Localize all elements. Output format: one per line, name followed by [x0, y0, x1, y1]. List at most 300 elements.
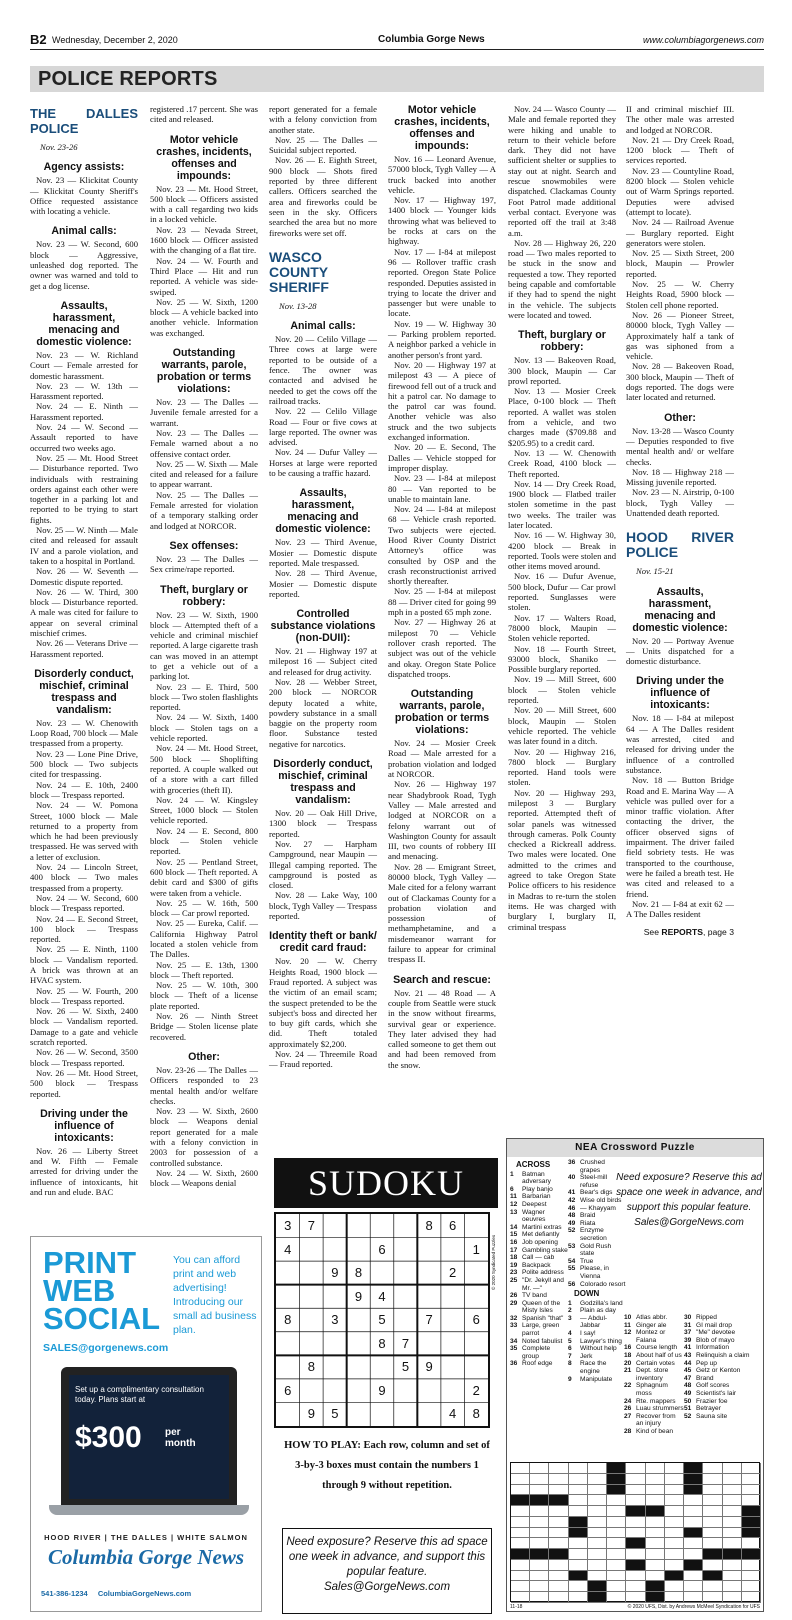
crossword-cell[interactable]	[530, 1506, 549, 1517]
crossword-cell[interactable]	[607, 1581, 626, 1592]
crossword-cell[interactable]	[588, 1560, 607, 1571]
sudoku-cell[interactable]	[276, 1332, 300, 1356]
crossword-cell[interactable]	[549, 1463, 568, 1474]
crossword-cell	[511, 1549, 530, 1560]
clue-text: Ripped	[696, 1314, 717, 1321]
crossword-cell[interactable]	[607, 1560, 626, 1571]
column-6	[626, 104, 734, 938]
report-item: Nov. 18 — Button Bridge Road and E. Marina Way — A vehicle was pulled over for a minor traffic violation. After contacting the driver, the officer observed signs of impairment. The driver failed field sobriety tests. He was transported to the courthouse, were he failed a breath test. He was cited and released to a friend.	[626, 775, 734, 899]
crossword-cell[interactable]	[569, 1538, 588, 1549]
sudoku-cell[interactable]	[300, 1332, 324, 1356]
crossword-cell	[607, 1474, 626, 1485]
crossword-cell[interactable]	[646, 1560, 665, 1571]
crossword-cell[interactable]	[742, 1538, 761, 1549]
crossword-cell[interactable]	[742, 1571, 761, 1582]
crossword-cell[interactable]	[665, 1581, 684, 1592]
clue-text: Please, in Vienna	[580, 1265, 609, 1280]
crossword-cell[interactable]	[549, 1485, 568, 1496]
crossword-cell[interactable]	[626, 1495, 645, 1506]
crossword-cell[interactable]	[684, 1549, 703, 1560]
sudoku-cell[interactable]	[276, 1355, 300, 1379]
crossword-cell[interactable]	[549, 1517, 568, 1528]
crossword-cell	[742, 1506, 761, 1517]
crossword-clue	[510, 1338, 568, 1346]
crossword-cell[interactable]	[626, 1463, 645, 1474]
sudoku-cell[interactable]	[370, 1261, 394, 1285]
sudoku-cell[interactable]	[441, 1308, 465, 1332]
crossword-cell[interactable]	[511, 1581, 530, 1592]
sudoku-cell: 4	[378, 1288, 386, 1304]
clue-number: 48	[568, 1212, 576, 1220]
crossword-cell	[684, 1463, 703, 1474]
dept-heading: WASCO COUNTY SHERIFF	[269, 248, 329, 295]
report-item: Nov. 23 — W. Richland Court — Female arrested for domestic harassment.	[30, 349, 138, 381]
crossword-cell[interactable]	[607, 1571, 626, 1582]
report-item: Nov. 27 — Highway 26 at milepost 70 — Vehicle rollover crash reported. The subject was out of the vehicle and okay. Oregon State Police dispatched troops.	[388, 617, 496, 679]
crossword-cell[interactable]	[511, 1560, 530, 1571]
sudoku-cell[interactable]	[394, 1261, 418, 1285]
sudoku-cell[interactable]	[464, 1214, 488, 1238]
crossword-cell[interactable]	[511, 1485, 530, 1496]
crossword-cell[interactable]	[684, 1592, 703, 1603]
clue-text: Ginger ale	[636, 1321, 667, 1329]
report-item: Nov. 25 — E. Ninth, 1100 block — Vandalism reported. A brick was thrown at an HVAC system.	[30, 944, 138, 986]
crossword-grid	[510, 1462, 760, 1602]
report-item: Nov. 26 — W. Second, 3500 block — Trespass reported.	[30, 1047, 138, 1068]
crossword-cell[interactable]	[703, 1592, 722, 1603]
crossword-cell[interactable]	[703, 1495, 722, 1506]
report-item: Nov. 17 — Highway 197, 1400 block — Younger kids throwing what was believed to be rocks at cars on the highway.	[388, 195, 496, 247]
crossword-clue	[624, 1322, 684, 1330]
report-item: Nov. 20 — Highway 216, 7800 block — Burglary reported. Hand tools were stolen.	[508, 746, 616, 788]
sudoku-cell[interactable]	[300, 1285, 324, 1309]
crossword-cell[interactable]	[703, 1463, 722, 1474]
ad-phone[interactable]: 541-386-1234	[41, 1589, 88, 1598]
crossword-cell[interactable]	[569, 1592, 588, 1603]
report-item: Nov. 25 — W. Sixth, 1200 block — A vehicle backed into another vehicle. Information was exchanged.	[150, 296, 258, 338]
sudoku-cell[interactable]	[347, 1214, 371, 1238]
crossword-cell[interactable]	[742, 1581, 761, 1592]
clue-number: 47	[684, 1374, 692, 1382]
crossword-cell[interactable]	[588, 1549, 607, 1560]
crossword-cell[interactable]	[723, 1517, 742, 1528]
crossword-cell[interactable]	[646, 1474, 665, 1485]
clue-number: 40	[568, 1174, 576, 1182]
sudoku-cell[interactable]	[347, 1238, 371, 1262]
sudoku-cell[interactable]	[464, 1355, 488, 1379]
crossword-cell	[549, 1549, 568, 1560]
report-item: Nov. 24 — E. Second Street, 100 block — Trespass reported.	[30, 913, 138, 945]
crossword-cell[interactable]	[665, 1517, 684, 1528]
clue-text: Information	[696, 1344, 729, 1352]
crossword-cell[interactable]	[530, 1528, 549, 1539]
crossword-cell[interactable]	[607, 1495, 626, 1506]
crossword-clue	[510, 1262, 568, 1270]
report-item: Nov. 24 — W. Sixth, 2600 block — Weapons denial	[150, 1167, 258, 1189]
report-item: Nov. 28 — Third Avenue, Mosier — Domestic dispute reported.	[269, 568, 377, 599]
crossword-cell	[588, 1581, 607, 1592]
clue-number: 32	[510, 1314, 518, 1322]
sudoku-cell: 8	[378, 1335, 386, 1351]
crossword-cell[interactable]	[626, 1485, 645, 1496]
crossword-cell	[703, 1549, 722, 1560]
sudoku-cell[interactable]	[417, 1379, 441, 1403]
sudoku-cell[interactable]	[300, 1379, 324, 1403]
crossword-cell[interactable]	[607, 1517, 626, 1528]
crossword-cell[interactable]	[723, 1474, 742, 1485]
report-item: Nov. 26 — Pioneer Street, 80000 block, Tygh Valley — Approximately half a tank of gas was siphoned from a vehicle.	[626, 309, 734, 362]
subhead: Search and rescue:	[393, 973, 491, 986]
crossword-cell[interactable]	[665, 1495, 684, 1506]
crossword-cell[interactable]	[607, 1549, 626, 1560]
crossword-cell[interactable]	[569, 1560, 588, 1571]
report-item: Nov. 23 — Third Avenue, Mosier — Domestic dispute reported. Male trespassed.	[269, 537, 377, 568]
crossword-cell[interactable]	[742, 1592, 761, 1603]
sudoku-cell[interactable]	[370, 1214, 394, 1238]
ad-email[interactable]: SALES@gorgenews.com	[43, 1342, 169, 1354]
crossword-cell[interactable]	[530, 1592, 549, 1603]
crossword-cell[interactable]	[588, 1571, 607, 1582]
crossword-clue	[684, 1375, 760, 1383]
crossword-cell[interactable]	[723, 1485, 742, 1496]
clue-text: Wise old birds	[580, 1196, 622, 1204]
sudoku-cell[interactable]	[394, 1402, 418, 1426]
sudoku-cell[interactable]	[394, 1238, 418, 1262]
clue-text: Pep up	[696, 1359, 717, 1367]
sudoku-cell[interactable]	[441, 1379, 465, 1403]
sudoku-cell[interactable]	[300, 1308, 324, 1332]
crossword-cell[interactable]	[549, 1592, 568, 1603]
crossword-cell[interactable]	[569, 1463, 588, 1474]
report-item: Nov. 25 — W. Ninth — Male cited and released for assault IV and a parole violation, and taken to a hospital in Portland.	[30, 525, 138, 566]
crossword-cell[interactable]	[684, 1517, 703, 1528]
crossword-cell[interactable]	[569, 1485, 588, 1496]
clue-text: GI mail drop	[696, 1321, 732, 1329]
sudoku-cell[interactable]	[417, 1238, 441, 1262]
clue-number: 6	[510, 1185, 514, 1193]
clue-text: Martini extras	[522, 1223, 562, 1231]
report-item: Nov. 20 — W. Cherry Heights Road, 1900 block — Fraud reported. A subject was the victim of an email scam; the suspect pretended to be the subject's boss and directed her to buy gift cards, which she did. Theft totaled approximately $2,200.	[269, 956, 377, 1049]
crossword-cell[interactable]	[723, 1495, 742, 1506]
clue-number: 54	[568, 1257, 576, 1265]
crossword-cell[interactable]	[626, 1571, 645, 1582]
crossword-cell[interactable]	[511, 1474, 530, 1485]
crossword-cell[interactable]	[723, 1581, 742, 1592]
crossword-cell[interactable]	[588, 1485, 607, 1496]
report-item: Nov. 24 — W. Kingsley Street, 1000 block — Stolen vehicle reported.	[150, 794, 258, 826]
report-item: Nov. 25 — W. Sixth — Male cited and released for a failure to appear warrant.	[150, 458, 258, 490]
report-item: Nov. 23 — W. Sixth, 1900 block — Attempted theft of a vehicle and criminal mischief reported. A large cigarette trash can was moved in an attempt to get a vehicle out of a parking lot.	[150, 609, 258, 682]
crossword-cell[interactable]	[511, 1571, 530, 1582]
report-item: Nov. 28 — Lake Way, 100 block, Tygh Valley — Trespass reported.	[269, 890, 377, 922]
crossword-cell[interactable]	[742, 1495, 761, 1506]
sudoku-cell[interactable]	[464, 1285, 488, 1309]
crossword-cell[interactable]	[684, 1538, 703, 1549]
crossword-cell	[626, 1538, 645, 1549]
crossword-clue	[510, 1300, 568, 1315]
crossword-cell[interactable]	[549, 1528, 568, 1539]
crossword-cell[interactable]	[723, 1463, 742, 1474]
paper-url[interactable]: www.columbiagorgenews.com	[642, 35, 764, 45]
crossword-cell[interactable]	[588, 1495, 607, 1506]
sudoku-cell[interactable]	[441, 1238, 465, 1262]
crossword-cell[interactable]	[723, 1528, 742, 1539]
sudoku-cell[interactable]	[417, 1285, 441, 1309]
crossword-cell[interactable]	[511, 1538, 530, 1549]
crossword-cell[interactable]	[703, 1528, 722, 1539]
sudoku-cell: 8	[472, 1406, 480, 1422]
crossword-clue	[684, 1413, 760, 1421]
sudoku-cell[interactable]	[323, 1355, 347, 1379]
crossword-cell[interactable]	[626, 1549, 645, 1560]
crossword-cell[interactable]	[646, 1517, 665, 1528]
across-heading: ACROSS	[516, 1160, 551, 1169]
clue-text: Getz or Kenton	[696, 1367, 741, 1375]
crossword-cell[interactable]	[511, 1528, 530, 1539]
crossword-cell[interactable]	[511, 1506, 530, 1517]
crossword-cell[interactable]	[703, 1474, 722, 1485]
crossword-cell	[530, 1549, 549, 1560]
sudoku-cell[interactable]	[347, 1355, 371, 1379]
sudoku-cell[interactable]	[276, 1261, 300, 1285]
sudoku-cell[interactable]	[300, 1261, 324, 1285]
sudoku-cell[interactable]	[441, 1285, 465, 1309]
crossword-cell[interactable]	[549, 1538, 568, 1549]
crossword-cell[interactable]	[607, 1528, 626, 1539]
sudoku-cell[interactable]	[370, 1402, 394, 1426]
report-item: Nov. 17 — I-84 at milepost 96 — Rollover traffic crash reported. Oregon State Police responded. Deputies assisted in trying to locate the driver and passenger but were unable to locate.	[388, 246, 496, 319]
crossword-cell[interactable]	[530, 1517, 549, 1528]
crossword-clue	[624, 1360, 684, 1368]
crossword-cell[interactable]	[569, 1495, 588, 1506]
clue-number: 15	[510, 1231, 518, 1239]
crossword-clue	[684, 1360, 760, 1368]
crossword-cell[interactable]	[684, 1581, 703, 1592]
crossword-cell[interactable]	[684, 1506, 703, 1517]
sudoku-cell[interactable]	[347, 1332, 371, 1356]
crossword-cell[interactable]	[549, 1571, 568, 1582]
report-item: Nov. 23 — The Dalles — Female warned about a no offensive contact order.	[150, 427, 258, 459]
down-clues-3	[684, 1314, 760, 1420]
crossword-cell[interactable]	[742, 1474, 761, 1485]
report-item: Nov. 25 — E. 13th, 1300 block — Theft reported.	[150, 959, 258, 980]
subhead: Motor vehicle crashes, incidents, offenses and impounds:	[394, 104, 490, 152]
sudoku-cell[interactable]	[441, 1332, 465, 1356]
ad-per: per	[165, 1427, 181, 1438]
sudoku-cell[interactable]	[347, 1379, 371, 1403]
sudoku-cell[interactable]	[394, 1214, 418, 1238]
crossword-cell[interactable]	[530, 1571, 549, 1582]
crossword-cell[interactable]	[511, 1592, 530, 1603]
crossword-cell[interactable]	[646, 1463, 665, 1474]
ad-site[interactable]: ColumbiaGorgeNews.com	[97, 1589, 192, 1598]
crossword-cell[interactable]	[646, 1528, 665, 1539]
crossword-cell[interactable]	[723, 1571, 742, 1582]
crossword-cell[interactable]	[530, 1485, 549, 1496]
sudoku-cell: 1	[472, 1241, 480, 1257]
clue-text: Godzilla's land	[580, 1299, 623, 1307]
crossword-cell[interactable]	[665, 1592, 684, 1603]
sudoku-cell[interactable]	[417, 1402, 441, 1426]
sudoku-cell[interactable]	[464, 1332, 488, 1356]
clue-number: 13	[510, 1208, 518, 1216]
sudoku-cell[interactable]	[347, 1308, 371, 1332]
crossword-cell[interactable]	[607, 1592, 626, 1603]
crossword-cell[interactable]	[549, 1560, 568, 1571]
crossword-cell[interactable]	[530, 1463, 549, 1474]
crossword-cell[interactable]	[626, 1517, 645, 1528]
crossword-cell[interactable]	[665, 1538, 684, 1549]
crossword-cell[interactable]	[588, 1474, 607, 1485]
report-item: Nov. 23 — Countyline Road, 8200 block — Stolen vehicle out of Warm Springs reported. Deputies were advised (attempt to locate).	[626, 165, 734, 217]
crossword-cell[interactable]	[646, 1485, 665, 1496]
crossword-cell[interactable]	[530, 1581, 549, 1592]
sudoku-cell[interactable]	[323, 1238, 347, 1262]
crossword-cell[interactable]	[588, 1506, 607, 1517]
sudoku-cell: 5	[331, 1406, 339, 1422]
report-item: Nov. 23-26 — The Dalles — Officers responded to 23 mental health and/or welfare checks.	[150, 1064, 258, 1106]
sudoku-cell[interactable]	[323, 1332, 347, 1356]
clue-text: — Khayyam	[580, 1204, 616, 1212]
clue-number: 7	[568, 1352, 572, 1360]
crossword-cell[interactable]	[569, 1506, 588, 1517]
crossword-cell[interactable]	[723, 1592, 742, 1603]
crossword-cell	[723, 1549, 742, 1560]
crossword-cell[interactable]	[549, 1506, 568, 1517]
crossword-cell[interactable]	[569, 1549, 588, 1560]
report-item: Nov. 28 — Highway 26, 220 road — Two males reported to be stuck in the snow and requested a tow. They reported being capable and comfortable if they had to spend the night in the vehicle. The subjects were located and towed.	[508, 237, 616, 320]
sudoku-cell[interactable]	[370, 1355, 394, 1379]
continued-note	[626, 927, 734, 937]
clue-text: "Dr. Jekyll and Mr. —"	[522, 1276, 564, 1292]
report-item: Nov. 23 — The Dalles — Sex crime/rape reported.	[150, 553, 258, 575]
sudoku-cell[interactable]	[417, 1332, 441, 1356]
crossword-cell[interactable]	[646, 1571, 665, 1582]
crossword-cell[interactable]	[703, 1517, 722, 1528]
crossword-cell[interactable]	[646, 1495, 665, 1506]
subhead: Other:	[188, 1050, 220, 1063]
crossword-cell[interactable]	[665, 1549, 684, 1560]
crossword-clue	[624, 1352, 684, 1360]
crossword-cell[interactable]	[588, 1517, 607, 1528]
crossword-cell[interactable]	[530, 1560, 549, 1571]
report-item: Nov. 23 — N. Airstrip, 0-100 block, Tygh Valley — Unattended death reported.	[626, 487, 734, 518]
crossword-cell[interactable]	[723, 1538, 742, 1549]
sudoku-cell[interactable]	[441, 1355, 465, 1379]
report-item: Nov. 21 — 48 Road — A couple from Seattle were stuck in the snow without firearms, survival gear or experience. They later advised they had called someone to get them out and had been removed from the snow.	[388, 987, 496, 1070]
sudoku-cell[interactable]	[276, 1285, 300, 1309]
crossword-cell[interactable]	[588, 1538, 607, 1549]
crossword-cell[interactable]	[703, 1538, 722, 1549]
crossword-cell[interactable]	[626, 1581, 645, 1592]
crossword-cell[interactable]	[646, 1549, 665, 1560]
crossword-cell[interactable]	[626, 1592, 645, 1603]
sudoku-cell[interactable]	[300, 1238, 324, 1262]
crossword-clue	[684, 1322, 760, 1330]
crossword-clue	[510, 1254, 568, 1262]
crossword-cell[interactable]	[665, 1528, 684, 1539]
sudoku-cell[interactable]	[394, 1379, 418, 1403]
crossword-cell[interactable]	[703, 1506, 722, 1517]
crossword-cell[interactable]	[626, 1528, 645, 1539]
sudoku-credit: © 2020 Syndicated Puzzles	[491, 1234, 496, 1290]
sudoku-cell: 8	[354, 1265, 363, 1281]
sudoku-cell[interactable]	[323, 1285, 347, 1309]
sudoku-cell: 7	[307, 1218, 315, 1233]
report-item: report generated for a female with a felony conviction from another state.	[269, 104, 377, 135]
crossword-cell[interactable]	[549, 1581, 568, 1592]
crossword-cell[interactable]	[684, 1495, 703, 1506]
clue-text: Kind of bean	[636, 1427, 674, 1435]
crossword-cell[interactable]	[646, 1538, 665, 1549]
sudoku-cell: 6	[449, 1218, 457, 1233]
crossword-cell[interactable]	[549, 1474, 568, 1485]
crossword-cell[interactable]	[723, 1506, 742, 1517]
crossword-cell[interactable]	[665, 1463, 684, 1474]
print-web-social-ad	[30, 1236, 262, 1612]
crossword-cell[interactable]	[742, 1560, 761, 1571]
sudoku-cell[interactable]	[276, 1402, 300, 1426]
crossword-clue	[510, 1360, 568, 1368]
report-item: Nov. 13-28 — Wasco County — Deputies responded to five mental health and/ or welfare checks.	[626, 425, 734, 467]
crossword-cell[interactable]	[684, 1571, 703, 1582]
report-item: Nov. 24 — Lincoln Street, 400 block — Two males trespassed from a property.	[30, 862, 138, 893]
crossword-cell[interactable]	[530, 1538, 549, 1549]
sudoku-cell[interactable]	[323, 1379, 347, 1403]
report-item: II and criminal mischief III. The other male was arrested and lodged at NORCOR.	[626, 104, 734, 135]
section-title: POLICE REPORTS	[38, 68, 218, 90]
crossword-cell[interactable]	[511, 1463, 530, 1474]
crossword-cell[interactable]	[703, 1485, 722, 1496]
report-item: Nov. 20 — Portway Avenue — Units dispatched for a domestic disturbance.	[626, 635, 734, 667]
clue-number: 3	[568, 1314, 572, 1322]
crossword-cell[interactable]	[703, 1560, 722, 1571]
sudoku-cell[interactable]	[394, 1308, 418, 1332]
sudoku-cell: 5	[378, 1312, 386, 1328]
crossword-cell[interactable]	[742, 1485, 761, 1496]
sudoku-cell[interactable]	[347, 1402, 371, 1426]
crossword-cell[interactable]	[607, 1538, 626, 1549]
crossword-cell[interactable]	[723, 1560, 742, 1571]
sudoku-cell[interactable]	[464, 1261, 488, 1285]
crossword-cell[interactable]	[665, 1560, 684, 1571]
sudoku-cell[interactable]	[323, 1214, 347, 1238]
subhead: Driving under the influence of intoxicants:	[40, 1107, 128, 1144]
crossword-cell[interactable]	[569, 1474, 588, 1485]
clue-number: 36	[568, 1159, 576, 1166]
report-item: Nov. 13 — W. Chenowith Creek Road, 4100 block — Theft reported.	[508, 447, 616, 479]
subhead: Disorderly conduct, mischief, criminal trespass and vandalism:	[34, 667, 134, 716]
crossword-cell[interactable]	[742, 1463, 761, 1474]
clue-number: 20	[624, 1359, 632, 1367]
crossword-cell[interactable]	[530, 1474, 549, 1485]
crossword-cell[interactable]	[665, 1485, 684, 1496]
crossword-cell	[626, 1560, 645, 1571]
crossword-cell[interactable]	[511, 1517, 530, 1528]
crossword-cell[interactable]	[665, 1474, 684, 1485]
crossword-cell[interactable]	[665, 1506, 684, 1517]
crossword-cell[interactable]	[607, 1506, 626, 1517]
crossword-clue	[568, 1353, 626, 1361]
crossword-cell[interactable]	[626, 1474, 645, 1485]
crossword-cell[interactable]	[569, 1581, 588, 1592]
crossword-cell[interactable]	[703, 1581, 722, 1592]
down-heading: DOWN	[574, 1289, 600, 1298]
crossword-cell[interactable]	[588, 1528, 607, 1539]
sudoku-cell[interactable]	[394, 1285, 418, 1309]
sudoku-cell[interactable]	[417, 1261, 441, 1285]
crossword-cell[interactable]	[588, 1463, 607, 1474]
